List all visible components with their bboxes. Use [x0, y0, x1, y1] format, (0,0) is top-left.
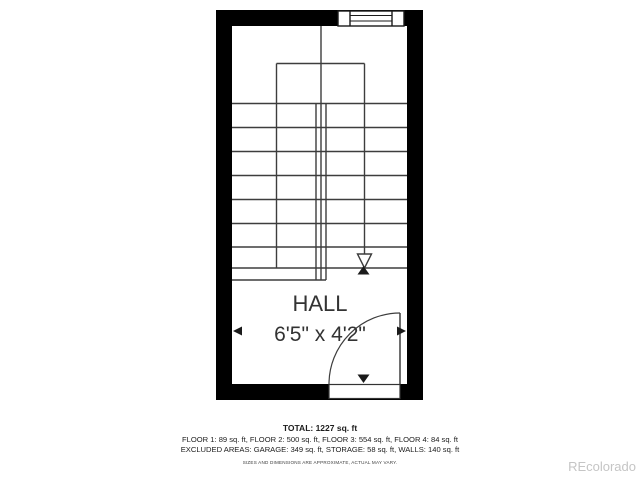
watermark: REcolorado — [568, 459, 636, 474]
door-opening — [329, 385, 400, 399]
disclaimer-text: SIZES AND DIMENSIONS ARE APPROXIMATE, ACTUAL MAY VARY. — [242, 460, 398, 466]
excluded-areas-text: EXCLUDED AREAS: GARAGE: 349 sq. ft, STORAGE: 58 sq. ft, WALLS: 140 sq. ft — [180, 445, 460, 455]
wall-left — [216, 10, 232, 400]
room-dimensions: 6'5" x 4'2" — [274, 323, 366, 346]
dimension-arrow-right-icon — [397, 327, 406, 336]
window-icon — [338, 11, 404, 26]
dimension-arrow-up-icon — [358, 266, 370, 275]
stair-direction-arrow-icon — [358, 254, 372, 268]
area-summary — [0, 424, 640, 465]
staircase — [232, 26, 407, 280]
floor-areas-text: FLOOR 1: 89 sq. ft, FLOOR 2: 500 sq. ft, FLOOR 3: 554 sq. ft, FLOOR 4: 84 sq. ft — [181, 434, 458, 444]
total-area-text: TOTAL: 1227 sq. ft — [282, 423, 358, 433]
wall-right — [407, 10, 423, 400]
dimension-arrow-down-icon — [358, 375, 370, 384]
dimension-arrow-left-icon — [233, 327, 242, 336]
room-label: HALL — [292, 291, 348, 316]
